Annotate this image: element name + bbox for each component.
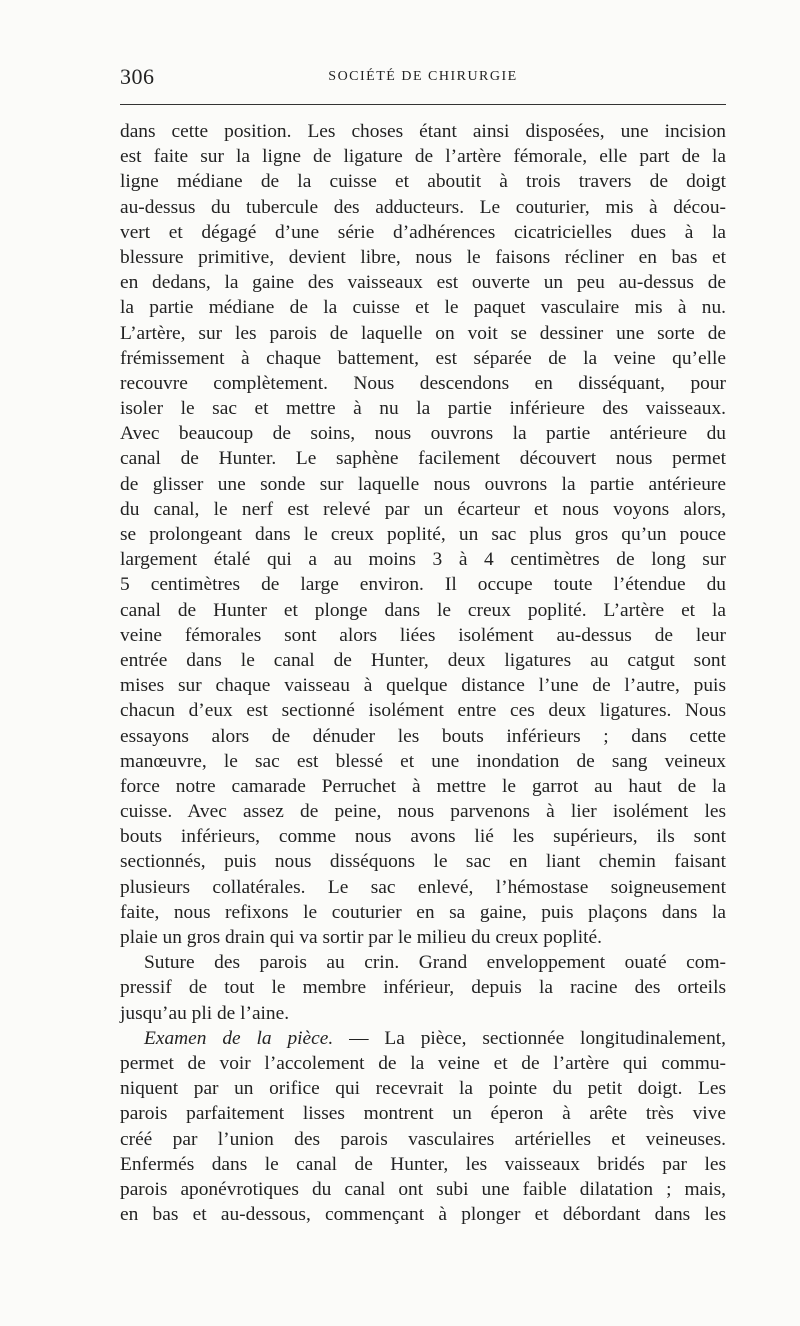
- text-line: manœuvre, le sac est blessé et une inondation de sang veineux: [120, 750, 726, 772]
- body-text: [120, 119, 726, 1227]
- text-line: créé par l’union des parois vasculaires artérielles et veineuses.: [120, 1128, 726, 1150]
- text-line: au-dessus du tubercule des adducteurs. Le couturier, mis à décou-: [120, 196, 726, 218]
- text-line: L’artère, sur les parois de laquelle on voit se dessiner une sorte de: [120, 322, 726, 344]
- text-line: en bas et au-dessous, commençant à plonger et débordant dans les: [120, 1204, 726, 1226]
- text-line: dans cette position. Les choses étant ainsi disposées, une incision: [120, 121, 726, 142]
- paragraph-suture: [120, 950, 726, 1026]
- page-header: [120, 64, 726, 94]
- running-title: SOCIÉTÉ DE CHIRURGIE: [328, 69, 518, 84]
- text-line: vert et dégagé d’une série d’adhérences cicatricielles dues à la: [120, 221, 726, 243]
- text-line: blessure primitive, devient libre, nous le faisons récliner en bas et: [120, 246, 726, 268]
- text-line: parois aponévrotiques du canal ont subi une faible dilatation ; mais,: [120, 1178, 726, 1200]
- text-run: — La pièce, sectionnée longitudinalement,: [333, 1027, 726, 1049]
- text-line: plaie un gros drain qui va sortir par le milieu du creux poplité.: [120, 927, 602, 948]
- text-line: Avec beaucoup de soins, nous ouvrons la partie antérieure du: [120, 423, 726, 445]
- text-line: de glisser une sonde sur laquelle nous ouvrons la partie antérieure: [120, 473, 726, 495]
- text-line: Suture des parois au crin. Grand enveloppement ouaté com-: [144, 952, 726, 974]
- text-line: cuisse. Avec assez de peine, nous parvenons à lier isolément les: [120, 801, 726, 823]
- paragraph-operation: [120, 119, 726, 950]
- text-line: sectionnés, puis nous disséquons le sac en liant chemin faisant: [120, 851, 726, 873]
- paragraph-examen: [120, 1026, 726, 1228]
- text-line: isoler le sac et mettre à nu la partie inférieure des vaisseaux.: [120, 398, 726, 420]
- text-line: mises sur chaque vaisseau à quelque distance l’une de l’autre, puis: [120, 675, 726, 697]
- text-line: frémissement à chaque battement, est séparée de la veine qu’elle: [120, 347, 726, 369]
- italic-lead: Examen de la pièce.: [144, 1027, 334, 1049]
- text-line: plusieurs collatérales. Le sac enlevé, l’hémostase soigneusement: [120, 876, 726, 898]
- text-line: 5 centimètres de large environ. Il occupe toute l’étendue du: [120, 574, 726, 596]
- page-number: 306: [120, 64, 155, 89]
- text-line: bouts inférieurs, comme nous avons lié les supérieurs, ils sont: [120, 826, 726, 848]
- text-line: pressif de tout le membre inférieur, depuis la racine des orteils: [120, 977, 726, 999]
- text-line: faite, nous refixons le couturier en sa gaine, puis plaçons dans la: [120, 901, 726, 923]
- header-rule: [120, 104, 726, 105]
- text-line: veine fémorales sont alors liées isolément au-dessus de leur: [120, 624, 726, 646]
- text-line: essayons alors de dénuder les bouts inférieurs ; dans cette: [120, 725, 726, 747]
- text-line: en dedans, la gaine des vaisseaux est ouverte un peu au-dessus de: [120, 272, 726, 294]
- text-line: se prolongeant dans le creux poplité, un sac plus gros qu’un pouce: [120, 524, 726, 545]
- text-line: canal de Hunter et plonge dans le creux poplité. L’artère et la: [120, 599, 726, 621]
- text-line: jusqu’au pli de l’aine.: [120, 1002, 290, 1024]
- text-line: niquent par un orifice qui recevrait la pointe du petit doigt. Les: [120, 1078, 726, 1100]
- text-line: permet de voir l’accolement de la veine et de l’artère qui commu-: [120, 1052, 726, 1074]
- text-line: est faite sur la ligne de ligature de l’artère fémorale, elle part de la: [120, 146, 726, 168]
- text-line: recouvre complètement. Nous descendons en disséquant, pour: [120, 372, 726, 394]
- text-line: Enfermés dans le canal de Hunter, les vaisseaux bridés par les: [120, 1153, 726, 1175]
- text-line: largement étalé qui a au moins 3 à 4 centimètres de long sur: [120, 549, 726, 571]
- text-line: ligne médiane de la cuisse et aboutit à trois travers de doigt: [120, 171, 726, 193]
- text-line: entrée dans le canal de Hunter, deux ligatures au catgut sont: [120, 649, 726, 671]
- text-line: force notre camarade Perruchet à mettre le garrot au haut de la: [120, 775, 726, 797]
- text-line: la partie médiane de la cuisse et le paquet vasculaire mis à nu.: [120, 297, 726, 319]
- text-line: parois parfaitement lisses montrent un éperon à arête très vive: [120, 1103, 726, 1125]
- text-line: chacun d’eux est sectionné isolément entre ces deux ligatures. Nous: [120, 700, 726, 722]
- text-line-first: [120, 1026, 726, 1051]
- text-line: du canal, le nerf est relevé par un écarteur et nous voyons alors,: [120, 498, 726, 520]
- text-line: canal de Hunter. Le saphène facilement découvert nous permet: [120, 448, 726, 470]
